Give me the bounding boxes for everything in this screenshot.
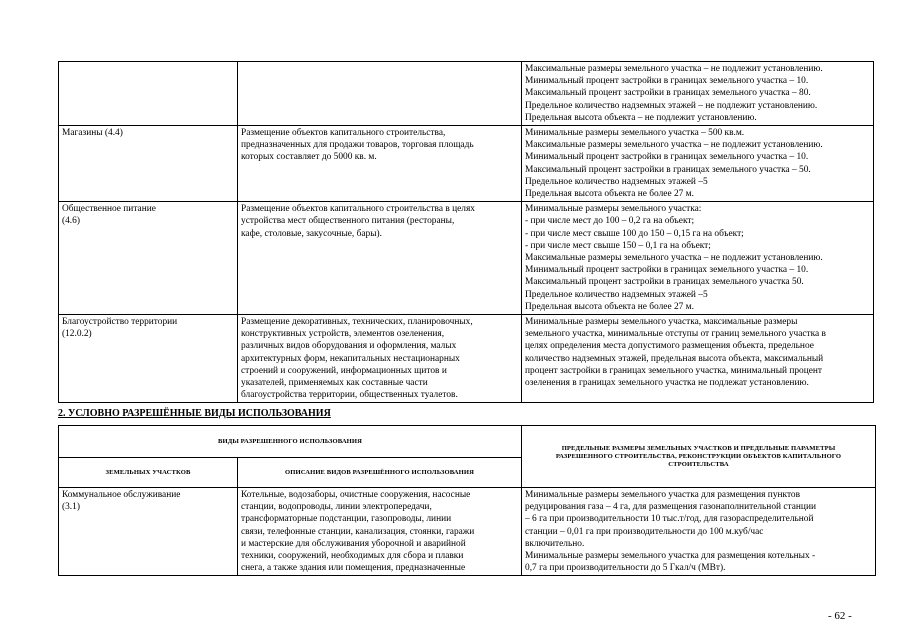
text-line: Минимальный процент застройки в границах земельного участка – 10. xyxy=(525,152,809,163)
text-line: которых составляет до 5000 кв. м. xyxy=(241,152,377,163)
text-line: указателей, применяемых как составные части xyxy=(241,378,428,389)
text-line: Предельная высота объекта не более 27 м. xyxy=(525,301,694,312)
use-params xyxy=(522,126,874,202)
use-description xyxy=(238,315,522,403)
text-line: – 6 га при производительности 10 тыс.т/год, для газораспределительной xyxy=(525,514,814,525)
header-description: ОПИСАНИЕ ВИДОВ РАЗРЕШЁННОГО ИСПОЛЬЗОВАНИЯ xyxy=(238,458,522,488)
text-line: Максимальный процент застройки в границах земельного участка – 50. xyxy=(525,164,811,175)
text-line: Минимальные размеры земельного участка, максимальные размеры xyxy=(525,317,798,328)
use-name xyxy=(59,126,238,202)
table-row xyxy=(59,315,874,403)
text-line: кафе, столовые, закусочные, бары). xyxy=(241,228,382,239)
text-line: Благоустройство территории xyxy=(62,317,178,328)
text-line: количество надземных этажей, предельная высота объекта, максимальный xyxy=(525,353,824,364)
text-line: Предельная высота объекта – не подлежит установлению. xyxy=(525,112,757,123)
conditional-uses-table xyxy=(58,425,876,576)
text-line: (12.0.2) xyxy=(62,329,92,340)
text-line: Предельное количество надземных этажей –5 xyxy=(525,176,708,187)
text-line: трансформаторные подстанции, газопроводы, линии xyxy=(241,514,452,525)
permitted-uses-body xyxy=(59,62,874,403)
text-line: озеленения в границах земельного участка не подлежат установлению. xyxy=(525,378,809,389)
text-line: 0,7 га при производительности до 5 Гкал/ч (МВт). xyxy=(525,563,726,574)
text-line: Размещение объектов капитального строительства, xyxy=(241,128,446,139)
permitted-uses-table xyxy=(58,61,874,403)
text-line: процент застройки в границах земельного участка, минимальный процент xyxy=(525,365,823,376)
text-line: Общественное питание xyxy=(62,204,156,215)
text-line: Максимальный процент застройки в границах земельного участка 50. xyxy=(525,277,804,288)
text-line: благоустройства территории, общественных туалетов. xyxy=(241,390,458,401)
text-line: Котельные, водозаборы, очистные сооружения, насосные xyxy=(241,490,471,500)
text-line: Минимальные размеры земельного участка: xyxy=(525,204,702,215)
text-line: - при числе мест свыше 100 до 150 – 0,15 га на объект; xyxy=(525,228,744,239)
section-title: 2. УСЛОВНО РАЗРЕШЁННЫЕ ВИДЫ ИСПОЛЬЗОВАНИЯ xyxy=(58,408,331,419)
text-line: предназначенных для продажи товаров, торговая площадь xyxy=(241,140,474,151)
text-line: Минимальный процент застройки в границах земельного участка – 10. xyxy=(525,76,809,87)
use-name xyxy=(59,315,238,403)
table-row xyxy=(59,62,874,126)
text-line: различных видов оборудования и оформления, малых xyxy=(241,341,457,352)
text-line: - при числе мест до 100 – 0,2 га на объект; xyxy=(525,216,695,227)
text-line: конструктивных устройств, элементов озеленения, xyxy=(241,329,445,340)
text-line: Предельная высота объекта не более 27 м. xyxy=(525,189,694,200)
table-row xyxy=(59,126,874,202)
text-line: Минимальные размеры земельного участка – 500 кв.м. xyxy=(525,128,745,139)
text-line: Размещение объектов капитального строительства в целях xyxy=(241,204,475,215)
text-line: земельного участка, минимальные отступы от границ земельного участка в xyxy=(525,329,826,340)
use-description xyxy=(238,126,522,202)
text-line: Минимальный процент застройки в границах земельного участка – 10. xyxy=(525,265,809,276)
text-line: Максимальный процент застройки в границах земельного участка – 80. xyxy=(525,88,811,99)
text-line: Минимальные размеры земельного участка для размещения пунктов xyxy=(525,490,801,500)
text-line: архитектурных форм, некапитальных нестационарных xyxy=(241,353,460,364)
text-line: Предельное количество надземных этажей –5 xyxy=(525,289,708,300)
text-line: Максимальные размеры земельного участка – не подлежит установлению. xyxy=(525,64,823,74)
text-line: - при числе мест свыше 150 – 0,1 га на объект; xyxy=(525,240,711,251)
header-limits: ПРЕДЕЛЬНЫЕ РАЗМЕРЫ ЗЕМЕЛЬНЫХ УЧАСТКОВ И ПРЕДЕЛЬНЫЕ ПАРАМЕТРЫ РАЗРЕШЕННОГО СТРОИТЕЛЬСТВА, РЕКОНСТРУКЦИИ ОБЪЕКТОВ КАПИТАЛЬНОГО СТРОИТЕЛЬСТВА xyxy=(522,426,876,488)
text-line: целях определения места допустимого размещения объекта, предельное xyxy=(525,341,814,352)
use-name xyxy=(59,62,238,126)
use-params xyxy=(522,315,874,403)
text-line: включительно. xyxy=(525,538,585,549)
text-line: Предельное количество надземных этажей – не подлежит установлению. xyxy=(525,100,818,111)
use-description xyxy=(238,62,522,126)
text-line: Магазины (4.4) xyxy=(62,128,123,139)
text-line: (3.1) xyxy=(62,502,80,513)
text-line: связи, телефонные станции, канализация, стоянки, гаражи xyxy=(241,526,475,537)
header-land-plots: ЗЕМЕЛЬНЫХ УЧАСТКОВ xyxy=(59,458,238,488)
use-name xyxy=(59,202,238,315)
text-line: редуцирования газа – 4 га, для размещения газонаполнительной станции xyxy=(525,502,816,513)
text-line: снега, а также здания или помещения, предназначенные xyxy=(241,563,466,574)
text-line: станции – 0,01 га при производительности до 100 м.куб/час xyxy=(525,526,764,537)
use-params xyxy=(522,488,876,576)
text-line: Максимальные размеры земельного участка – не подлежит установлению. xyxy=(525,140,823,151)
text-line: Максимальные размеры земельного участка – не подлежит установлению. xyxy=(525,253,823,264)
text-line: (4.6) xyxy=(62,216,80,227)
text-line: Коммунальное обслуживание xyxy=(62,490,181,500)
page-number: - 62 - xyxy=(828,610,852,622)
text-line: устройства мест общественного питания (рестораны, xyxy=(241,216,455,227)
text-line: станции, водопроводы, линии электропередачи, xyxy=(241,502,432,513)
table-row xyxy=(59,488,876,576)
text-line: Размещение декоративных, технических, планировочных, xyxy=(241,317,473,328)
header-permitted-uses: ВИДЫ РАЗРЕШЕННОГО ИСПОЛЬЗОВАНИЯ xyxy=(59,426,522,458)
use-params xyxy=(522,62,874,126)
text-line: техники, сооружений, необходимых для сбора и плавки xyxy=(241,551,464,562)
text-line: и мастерские для обслуживания уборочной и аварийной xyxy=(241,538,466,549)
use-description xyxy=(238,488,522,576)
text-line: Минимальные размеры земельного участка для размещения котельных - xyxy=(525,551,816,562)
use-name xyxy=(59,488,238,576)
use-params xyxy=(522,202,874,315)
text-line: строений и сооружений, информационных щитов и xyxy=(241,365,447,376)
table-row xyxy=(59,202,874,315)
use-description xyxy=(238,202,522,315)
